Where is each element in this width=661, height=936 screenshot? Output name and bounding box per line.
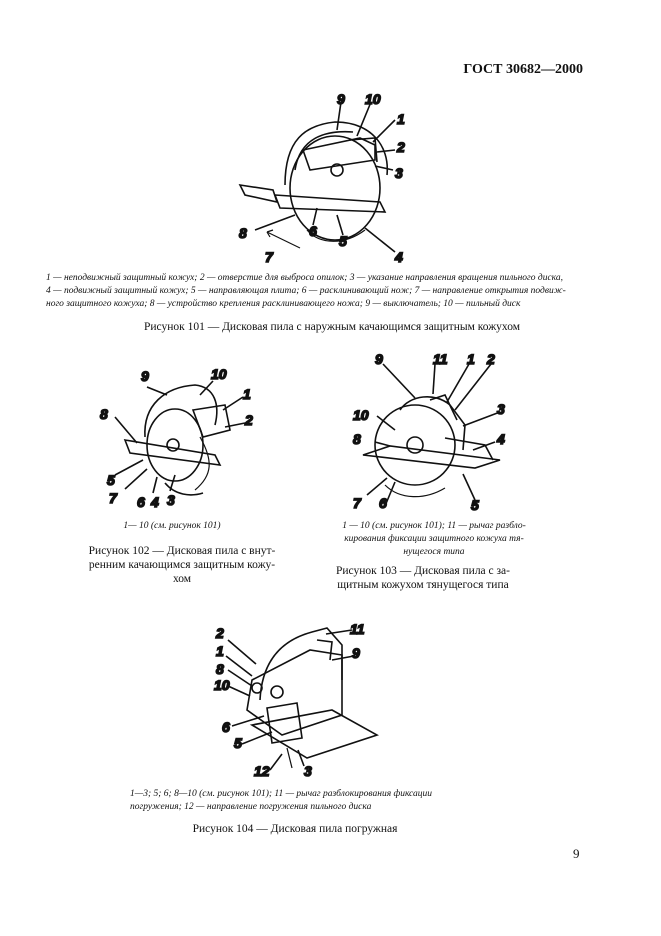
fig102-label-5: 5 [107,472,115,488]
fig103-label-11: 11 [433,351,448,367]
fig104-label-11: 11 [350,621,365,637]
fig104-label-5: 5 [234,735,242,751]
fig103-label-5: 5 [471,497,479,513]
fig101-label-3: 3 [395,165,403,181]
fig103-label-4: 4 [497,431,505,447]
fig101-legend: 1 — неподвижный защитный кожух; 2 — отверстие для выброса опилок; 3 — указание направления вращения пильного диска, 4 — подвижный защитный кожух; 5 — направляющая плита; 6 — расклинивающий нож; 7 — направление открытия подвиж- ного защитного кожуха; 8 — устройство крепления расклинивающего ножа; 9 — выключатель; 10 — пильный диск [46,273,566,309]
fig103-label-9: 9 [375,351,383,367]
figure-101-drawing [225,90,425,265]
fig101-label-8: 8 [239,225,247,241]
fig102-label-7: 7 [109,490,117,506]
fig103-label-1: 1 [467,351,475,367]
doc-code-header: ГОСТ 30682—2000 [463,62,583,77]
fig104-label-6: 6 [222,719,230,735]
figure-102-drawing [95,365,253,515]
fig101-label-10: 10 [365,91,381,107]
fig103-label-6: 6 [379,495,387,511]
fig102-label-9: 9 [141,368,149,384]
fig101-label-2: 2 [397,139,405,155]
fig103-label-2: 2 [487,351,495,367]
fig104-label-1: 1 [216,643,224,659]
page-number: 9 [573,846,580,861]
fig101-label-9: 9 [337,91,345,107]
fig102-caption: Рисунок 102 — Дисковая пила с внут- ренним качающимся защитным кожу- хом [88,545,276,585]
fig101-caption: Рисунок 101 — Дисковая пила с наружным качающимся защитным кожухом [143,321,521,333]
fig104-caption: Рисунок 104 — Дисковая пила погружная [192,823,398,835]
fig103-label-8: 8 [353,431,361,447]
fig102-label-2: 2 [245,412,253,428]
fig101-label-5: 5 [339,233,347,249]
fig101-label-4: 4 [395,249,403,265]
fig104-label-3: 3 [304,763,312,779]
fig102-label-6: 6 [137,494,145,510]
fig101-label-1: 1 [397,111,405,127]
fig104-legend: 1—3; 5; 6; 8—10 (см. рисунок 101); 11 — рычаг разблокирования фиксации погружения; 12 — направление погружения пильного диска [130,789,433,812]
fig104-label-12: 12 [254,763,270,779]
fig102-label-4: 4 [151,494,159,510]
fig103-label-3: 3 [497,401,505,417]
fig104-label-10: 10 [214,677,230,693]
figure-103-drawing [345,350,515,515]
fig104-label-9: 9 [352,645,360,661]
fig102-label-1: 1 [243,386,251,402]
fig104-label-8: 8 [216,661,224,677]
fig102-label-10: 10 [211,366,227,382]
fig103-caption: Рисунок 103 — Дисковая пила с за- щитным кожухом тянущегося типа [335,565,510,591]
figure-104-drawing [212,620,387,780]
fig104-label-2: 2 [216,625,224,641]
fig103-label-10: 10 [353,407,369,423]
fig102-legend: 1— 10 (см. рисунок 101) [123,521,221,531]
fig101-label-7: 7 [265,249,273,265]
fig103-label-7: 7 [353,495,361,511]
fig103-legend: 1 — 10 (см. рисунок 101); 11 — рычаг разбло- кирования фиксации защитного кожуха тя- нущегося типа [342,521,526,557]
fig102-label-8: 8 [100,406,108,422]
fig101-label-6: 6 [309,223,317,239]
fig102-label-3: 3 [167,492,175,508]
